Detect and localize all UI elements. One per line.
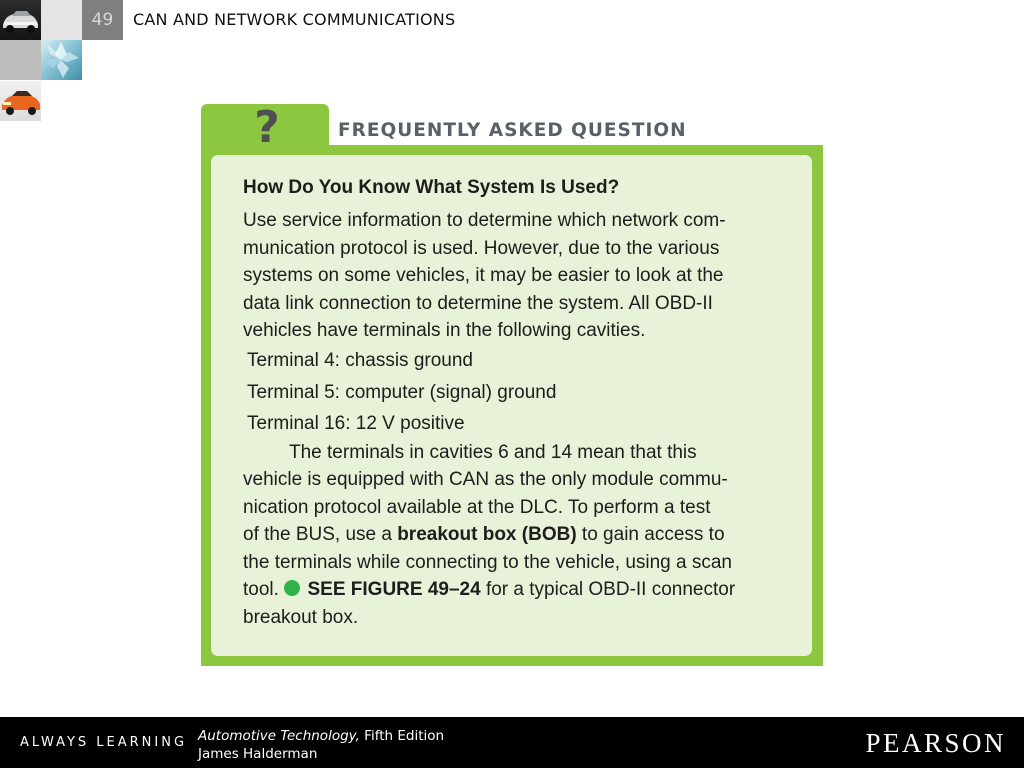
faq-panel <box>211 155 812 656</box>
text-segment: tool. <box>243 579 285 600</box>
terminal-item-16: Terminal 16: 12 V positive <box>247 412 465 434</box>
faq-heading: FREQUENTLY ASKED QUESTION <box>338 120 687 141</box>
book-edition: Fifth Edition <box>359 728 445 744</box>
figure-bullet-icon <box>284 580 300 596</box>
text-segment: to gain access to <box>576 524 725 545</box>
paragraph-line: data link connection to determine the system. All OBD-II <box>243 292 713 314</box>
terminal-item-4: Terminal 4: chassis ground <box>247 349 473 371</box>
always-learning-tagline: ALWAYS LEARNING <box>20 735 188 750</box>
paragraph-line: nication protocol available at the DLC. To perform a test <box>243 496 711 518</box>
blank-thumbnail <box>41 0 82 40</box>
faq-frame <box>201 145 823 666</box>
paragraph-line: vehicle is equipped with CAN as the only module commu- <box>243 469 728 490</box>
faq-box <box>201 104 823 666</box>
faq-body <box>243 177 803 631</box>
paragraph-line: the terminals while connecting to the vehicle, using a scan <box>243 551 732 573</box>
text-segment: of the BUS, use a <box>243 524 398 545</box>
paragraph-line: Use service information to determine which network com- <box>243 210 726 231</box>
faq-icon-tab <box>201 104 329 154</box>
figure-reference-link[interactable]: SEE FIGURE 49–24 <box>307 579 481 600</box>
paragraph-line: systems on some vehicles, it may be easier to look at the <box>243 265 724 286</box>
footer-bar <box>0 717 1024 768</box>
orange-sports-car-thumbnail <box>0 81 41 121</box>
pearson-logo: PEARSON <box>865 728 1006 758</box>
question-mark-icon: ? <box>254 102 280 153</box>
chapter-number-badge: 49 <box>82 0 123 40</box>
paragraph-line: The terminals in cavities 6 and 14 mean that this <box>289 441 697 463</box>
paragraph-line-bob <box>243 521 803 549</box>
crystal-pattern-thumbnail <box>41 40 82 80</box>
breakout-box-term: breakout box (BOB) <box>397 524 577 545</box>
paragraph-line: breakout box. <box>243 606 359 628</box>
book-title-text: Automotive Technology, <box>198 728 360 744</box>
faq-question-title: How Do You Know What System Is Used? <box>243 177 620 198</box>
paragraph-line-figure-ref <box>243 576 803 604</box>
grey-thumbnail <box>0 40 41 80</box>
book-author: James Halderman <box>198 746 318 762</box>
thumbnail-strip <box>0 0 82 122</box>
paragraph-line: vehicles have terminals in the following cavities. <box>243 320 646 341</box>
chapter-title: CAN AND NETWORK COMMUNICATIONS <box>133 10 456 29</box>
paragraph-line: munication protocol is used. However, due to the various <box>243 237 720 259</box>
silver-car-thumbnail <box>0 0 41 40</box>
book-title <box>198 728 444 744</box>
text-segment: for a typical OBD-II connector <box>480 579 736 600</box>
terminal-item-5: Terminal 5: computer (signal) ground <box>247 381 557 403</box>
